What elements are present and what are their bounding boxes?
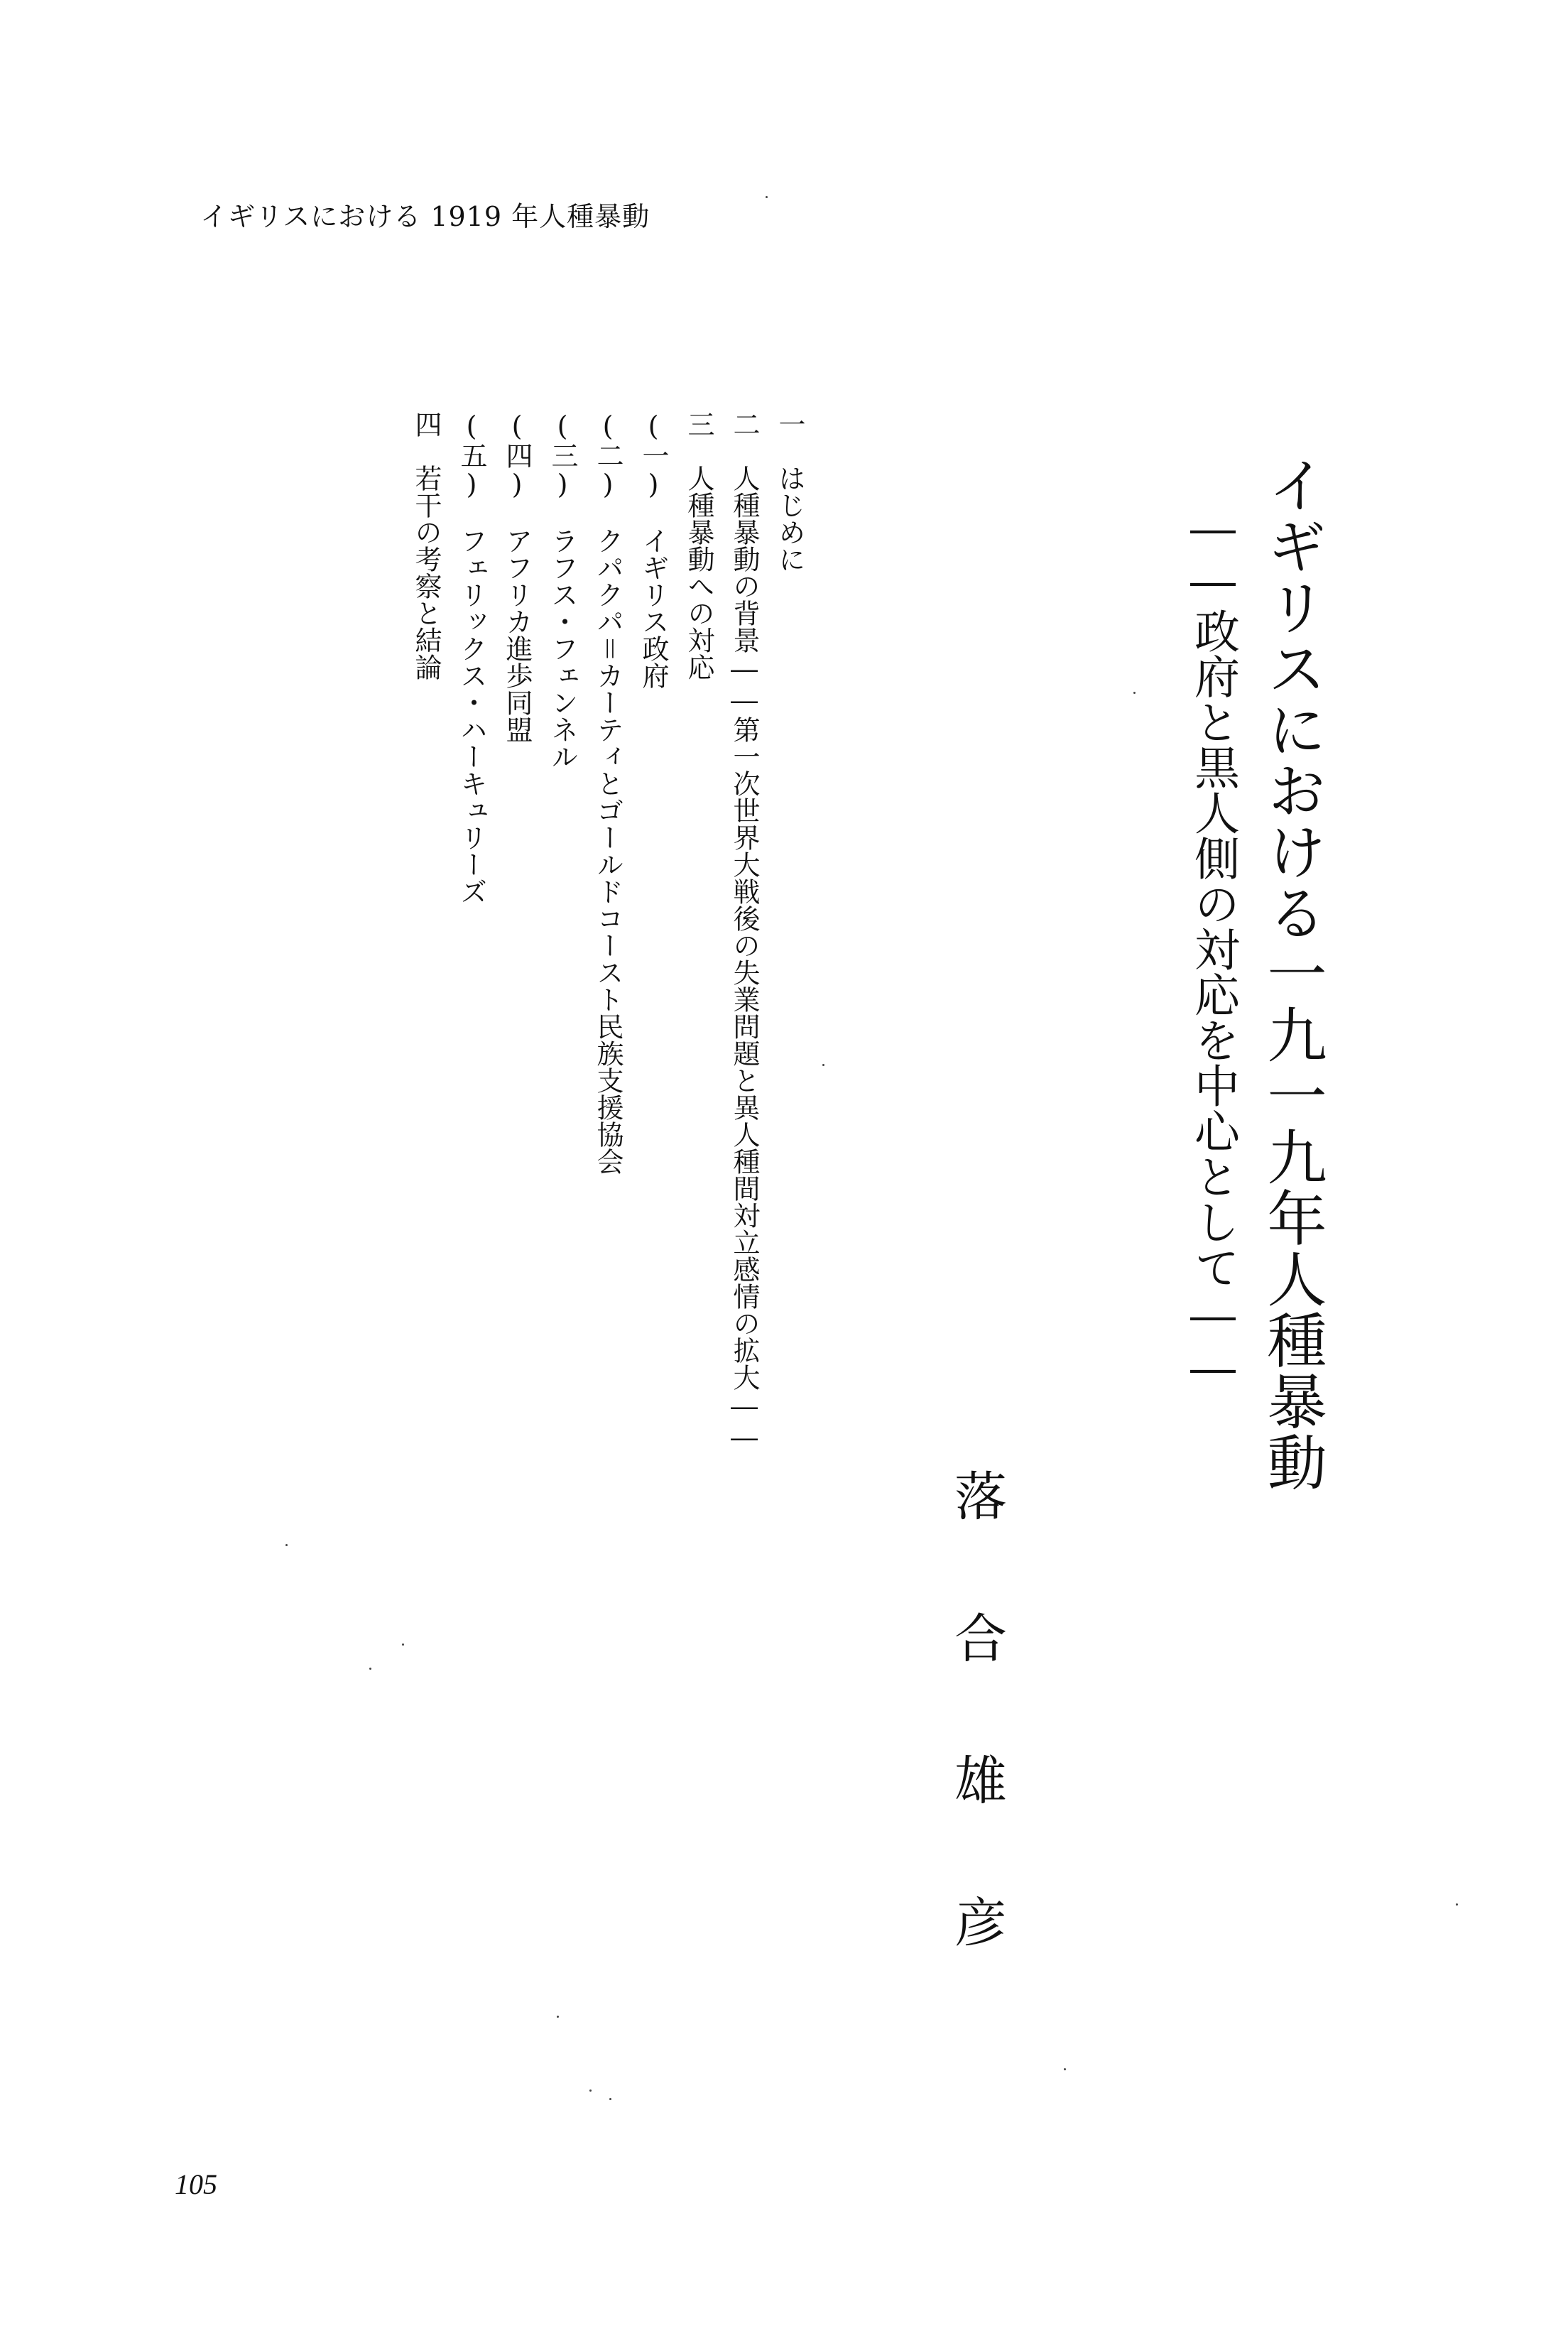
scan-speck (1133, 692, 1136, 694)
table-of-contents (381, 411, 807, 1453)
scan-speck (589, 2089, 592, 2092)
toc-item-number: (一) (638, 411, 669, 500)
toc-item-label: 若干の考察と結論 (410, 464, 442, 680)
toc-item-label: 人種暴動への対応 (683, 464, 714, 680)
scan-speck (1064, 2068, 1066, 2070)
article-title: イギリスにおける一九一九年人種暴動 (1258, 455, 1327, 1493)
scan-speck (766, 196, 768, 198)
toc-item-number: (四) (501, 411, 533, 500)
scan-speck (1456, 1903, 1458, 1906)
toc-item-number: (三) (547, 411, 578, 500)
toc-item (500, 411, 534, 1405)
toc-item (454, 411, 489, 1405)
toc-item-label: ラフス・フェンネル (547, 527, 578, 770)
article-subtitle: ――政府と黒人側の対応を中心として―― (1187, 503, 1239, 1395)
scan-speck (285, 1544, 288, 1546)
toc-item-number: 三 (683, 411, 714, 438)
scan-speck (402, 1643, 404, 1646)
toc-item-number: 一 (774, 411, 805, 438)
toc-item (727, 411, 761, 1453)
toc-item-label: はじめに (774, 464, 805, 572)
scan-speck (369, 1668, 371, 1670)
author-name: 落合雄彦 (946, 1469, 1007, 2037)
toc-item (682, 411, 716, 1405)
toc-item (591, 411, 625, 1405)
toc-item-label: フェリックス・ハーキュリーズ (456, 527, 487, 905)
page-number: 105 (175, 2168, 217, 2200)
scan-speck (822, 1064, 824, 1066)
toc-item-label: イギリス政府 (638, 527, 669, 689)
toc-item-label: クパクパ＝カーティとゴールドコースト民族支援協会 (592, 527, 624, 1175)
scan-speck (557, 2016, 559, 2018)
toc-item-number: (五) (456, 411, 487, 500)
toc-item (636, 411, 670, 1405)
scan-speck (609, 2098, 611, 2100)
toc-item (773, 411, 807, 1405)
running-header: イギリスにおける 1919 年人種暴動 (200, 201, 650, 232)
toc-item (545, 411, 579, 1405)
toc-item-number: 四 (410, 411, 442, 438)
toc-item-number: (二) (592, 411, 624, 500)
toc-item-label: アフリカ進歩同盟 (501, 527, 533, 743)
toc-item-number: 二 (729, 411, 760, 438)
toc-item-label: 人種暴動の背景――第一次世界大戦後の失業問題と異人種間対立感情の拡大―― (729, 464, 760, 1453)
toc-item (409, 411, 443, 1405)
